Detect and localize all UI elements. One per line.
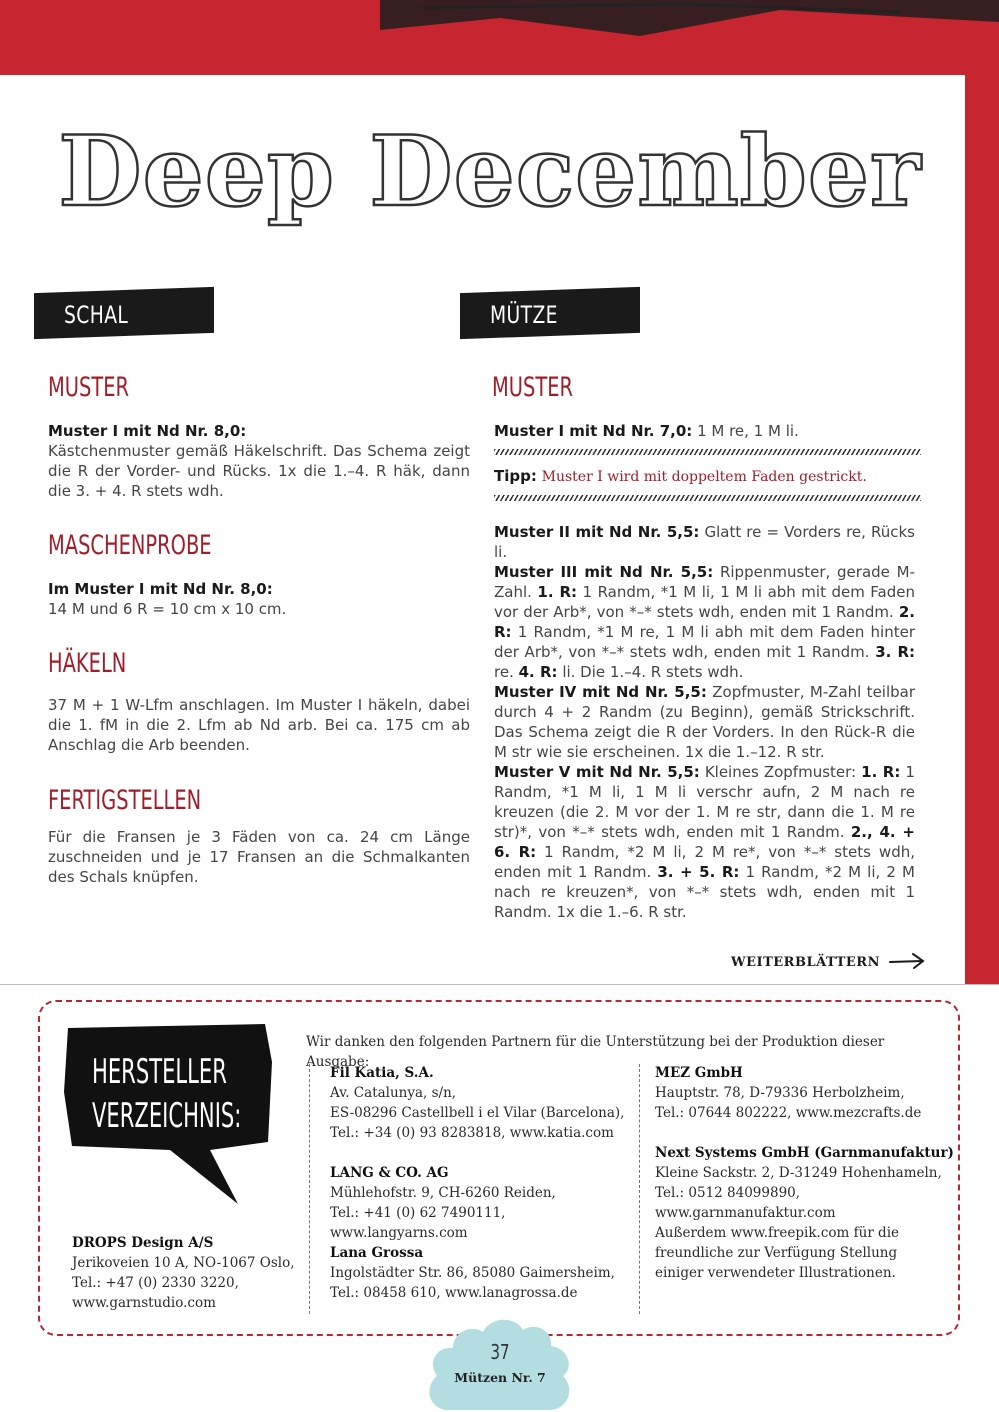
partner-mez: MEZ GmbH Hauptstr. 78, D-79336 Herbolzheim, Tel.: 07644 802222, www.mezcrafts.de bbox=[655, 1065, 922, 1121]
tag-schal: SCHAL bbox=[34, 287, 214, 339]
heading-haekeln: HÄKELN bbox=[48, 648, 127, 679]
column-divider bbox=[309, 1064, 310, 1314]
bubble-text: HERSTELLER VERZEICHNIS: bbox=[92, 1052, 242, 1136]
arrow-right-icon[interactable] bbox=[888, 949, 928, 973]
partner-katia: Fil Katia, S.A. Av. Catalunya, s/n, ES-08296 Castellbell i el Vilar (Barcelona), Tel.: +34 (0) 93 8283818, www.katia.com bbox=[330, 1065, 625, 1141]
magazine-issue: Mützen Nr. 7 bbox=[454, 1370, 546, 1385]
partner-drops: DROPS Design A/S Jerikoveien 10 A, NO-1067 Oslo, Tel.: +47 (0) 2330 3220, www.garnstudio.com bbox=[72, 1235, 295, 1311]
column-divider bbox=[639, 1064, 640, 1314]
muster1-text: Muster I mit Nd Nr. 7,0: 1 M re, 1 M li. bbox=[494, 422, 799, 440]
page-title: Deep December bbox=[58, 115, 922, 228]
tip-box: Tipp: Muster I wird mit doppeltem Faden gestrickt. bbox=[494, 467, 867, 485]
heading-muster-left: MUSTER bbox=[48, 372, 130, 403]
haekeln-text: 37 M + 1 W-Lfm anschlagen. Im Muster I häkeln, dabei die 1. fM in die 2. Lfm ab Nd arb. Bei ca. 175 cm ab Anschlag die Arb beenden. bbox=[48, 696, 470, 754]
hatch-divider bbox=[494, 495, 921, 501]
right-red-band bbox=[965, 75, 999, 985]
tag-muetze: MÜTZE bbox=[460, 287, 640, 339]
muster-left-text: Muster I mit Nd Nr. 8,0: Kästchenmuster gemäß Häkelschrift. Das Schema zeigt die R der Vorder- und Rücks. 1x die 1.–4. R häk, dann die 3. + 4. R stets wdh. bbox=[48, 422, 470, 500]
brush-stroke-decoration bbox=[380, 0, 999, 60]
next-page-link[interactable]: WEITERBLÄTTERN bbox=[731, 955, 880, 970]
fertigstellen-text: Für die Fransen je 3 Fäden von ca. 24 cm Länge zuschneiden und je 17 Fransen an die Schmalkanten des Schals knüpfen. bbox=[48, 828, 470, 886]
partner-next-systems: Next Systems GmbH (Garnmanufaktur) Kleine Sackstr. 2, D-31249 Hohenhameln, Tel.: 0512 84099890, www.garnmanufaktur.com bbox=[655, 1145, 954, 1221]
heading-muster-right: MUSTER bbox=[492, 372, 574, 403]
page-number: 37 bbox=[490, 1340, 510, 1364]
partners-intro: Wir danken den folgenden Partnern für die Unterstützung bei der Produktion dieser Ausgabe: bbox=[306, 1034, 885, 1070]
maschenprobe-text: Im Muster I mit Nd Nr. 8,0: 14 M und 6 R = 10 cm x 10 cm. bbox=[48, 580, 287, 618]
heading-maschenprobe: MASCHENPROBE bbox=[48, 530, 212, 561]
partner-lana-grossa: Lana Grossa Ingolstädter Str. 86, 85080 Gaimersheim, Tel.: 08458 610, www.lanagrossa.de bbox=[330, 1245, 615, 1301]
freepik-credit: Außerdem www.freepik.com für die freundliche zur Verfügung Stellung einiger verwendeter Illustrationen. bbox=[655, 1225, 900, 1281]
partner-lang: LANG & CO. AG Mühlehofstr. 9, CH-6260 Reiden, Tel.: +41 (0) 62 7490111, www.langyarns.com bbox=[330, 1165, 556, 1241]
hatch-divider bbox=[494, 449, 921, 455]
heading-fertigstellen: FERTIGSTELLEN bbox=[48, 785, 202, 816]
divider-line bbox=[0, 984, 999, 985]
muster-details-text: Muster II mit Nd Nr. 5,5: Glatt re = Vorders re, Rücks li. Muster III mit Nd Nr. 5,5: Rippenmuster, gerade M-Zahl. 1. R: 1 Randm, *1 M li, 1 M li abh mit dem Faden vor der Arb*, von *–* stets wdh, enden mit 1 Randm. 2. R: 1 Randm, *1 M re, 1 M li abh mit dem Faden hinter der Arb*, von *–* stets wdh, enden mit 1 Randm. 3. R: re. 4. R: li. Die 1.–4. R stets wdh. Muster IV mit Nd Nr. 5,5: Zopfmuster, M-Zahl teilbar durch 4 + 2 Randm (zu Beginn), gemäß Strickschrift. Das Schema zeigt die R der Vorders. In den Rück-R die M str wie sie erscheinen. 1x die 1.–12. R str. Muster V mit Nd Nr. 5,5: Kleines Zopfmuster: 1. R: 1 Randm, *1 M li, 1 M li verschr aufn, 2 M nach re kreuzen (die 2. M vor der 1. M re str, dann die 1. M re str)*, von *–* stets wdh, enden mit 1 Randm. 2., 4. + 6. R: 1 Randm, *2 M li, 2 M re*, von *–* stets wdh, enden mit 1 Randm. 3. + 5. R: 1 Randm, *2 M li, 2 M nach re kreuzen*, von *–* stets wdh, enden mit 1 Randm. 1x die 1.–6. R str. bbox=[494, 523, 916, 921]
